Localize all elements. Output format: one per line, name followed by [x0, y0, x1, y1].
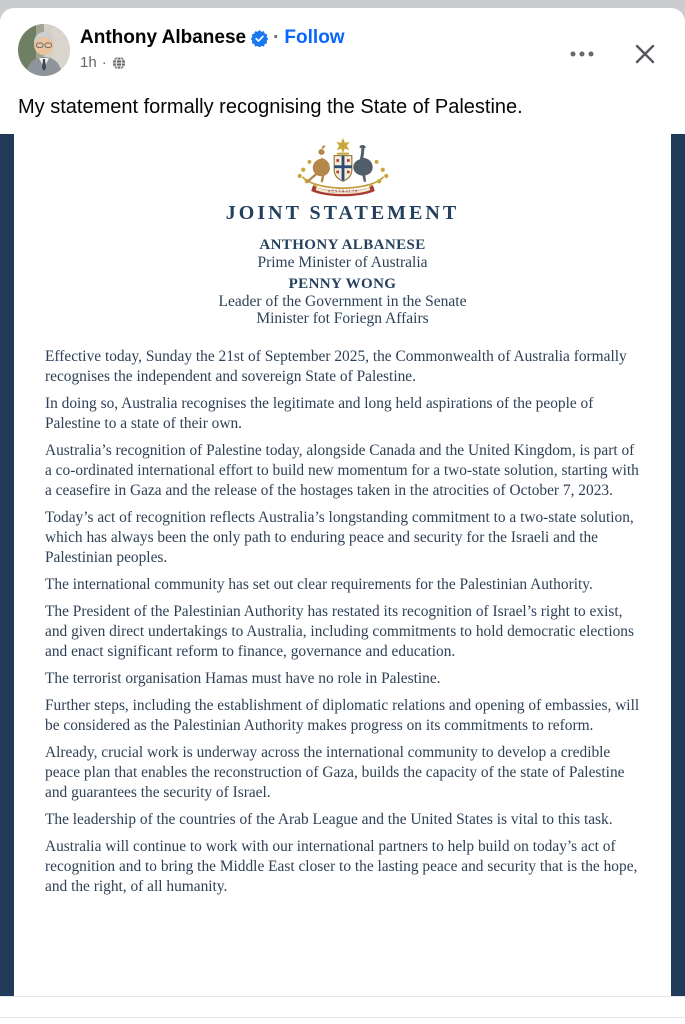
signatory-name: PENNY WONG [288, 276, 397, 292]
arms-scroll-label: AUSTRALIA [327, 188, 358, 194]
statement-page [14, 134, 671, 996]
statement-paragraph: Already, crucial work is underway across the international community to develop a credible peace plan that enables the reconstruction of Gaza, builds the capacity of the state of Palestine and guarantees the security of Israel. [45, 744, 625, 801]
image-right-navy-bar [671, 134, 685, 996]
avatar[interactable] [18, 24, 70, 76]
statement-paragraph: The President of the Palestinian Authority has restated its recognition of Israel’s right to exist, and given direct undertakings to Australia, including commitments to hold democratic elections and enact significant reform to finance, governance and education. [45, 603, 634, 660]
avatar-photo [18, 24, 70, 76]
post-header [0, 8, 685, 76]
post-text: My statement formally recognising the State of Palestine. [18, 96, 523, 118]
verified-badge-icon [251, 30, 268, 47]
statement-paragraph: Effective today, Sunday the 21st of September 2025, the Commonwealth of Australia formally recognises the independent and sovereign State of Palestine. [45, 348, 627, 385]
close-icon [633, 42, 657, 66]
screen-top-edge [0, 0, 685, 8]
author-name[interactable]: Anthony Albanese [80, 27, 247, 48]
image-left-navy-bar [0, 134, 14, 996]
statement-paragraph: The leadership of the countries of the Arab League and the United States is vital to this task. [45, 811, 613, 828]
timestamp[interactable]: 1h [80, 54, 97, 71]
globe-privacy-icon [112, 56, 126, 70]
signatory-title: Prime Minister of Australia [257, 254, 428, 271]
separator-dot: · [273, 27, 280, 48]
statement-paragraph: The terrorist organisation Hamas must have no role in Palestine. [45, 670, 441, 687]
close-button[interactable] [629, 38, 661, 70]
statement-title: JOINT STATEMENT [225, 202, 460, 224]
follow-button[interactable]: Follow [284, 27, 345, 48]
separator-dot: · [101, 54, 107, 71]
statement-paragraph: In doing so, Australia recognises the legitimate and long held aspirations of the people of Palestine to a state of their own. [45, 395, 594, 432]
statement-paragraph: The international community has set out clear requirements for the Palestinian Authority. [45, 576, 593, 593]
more-options-icon [569, 49, 595, 59]
signatory-title: Leader of the Government in the Senate [218, 293, 467, 310]
signatory-albanese [14, 237, 671, 271]
statement-image[interactable] [0, 134, 685, 997]
statement-paragraph: Australia will continue to work with our international partners to help build on today’s act of recognition and to bring the Middle East closer to the lasting peace and security that is the hope, and the right, of all humanity. [45, 838, 638, 895]
signatory-wong [14, 276, 671, 327]
statement-paragraph: Today’s act of recognition reflects Australia’s longstanding commitment to a two-state solution, which has always been the only path to enduring peace and security for the Israeli and the Palestinian peoples. [45, 509, 634, 566]
coat-of-arms-icon [290, 136, 396, 200]
statement-paragraph: Australia’s recognition of Palestine today, alongside Canada and the United Kingdom, is part of a co-ordinated international effort to build new momentum for a two-state solution, starting with a ceasefire in Gaza and the release of the hostages taken in the atrocities of October 7, 2023. [45, 442, 639, 499]
section-divider [0, 1017, 685, 1018]
header-actions [565, 24, 669, 70]
signatory-name: ANTHONY ALBANESE [259, 237, 426, 253]
post-card [0, 8, 685, 1024]
more-options-button[interactable] [565, 45, 599, 63]
statement-paragraph: Further steps, including the establishment of diplomatic relations and opening of embassies, will be considered as the Palestinian Authority makes progress on its commitments to reform. [45, 697, 640, 734]
header-text [80, 24, 565, 72]
statement-body [14, 347, 671, 897]
signatory-title: Minister fot Foriegn Affairs [256, 310, 429, 327]
